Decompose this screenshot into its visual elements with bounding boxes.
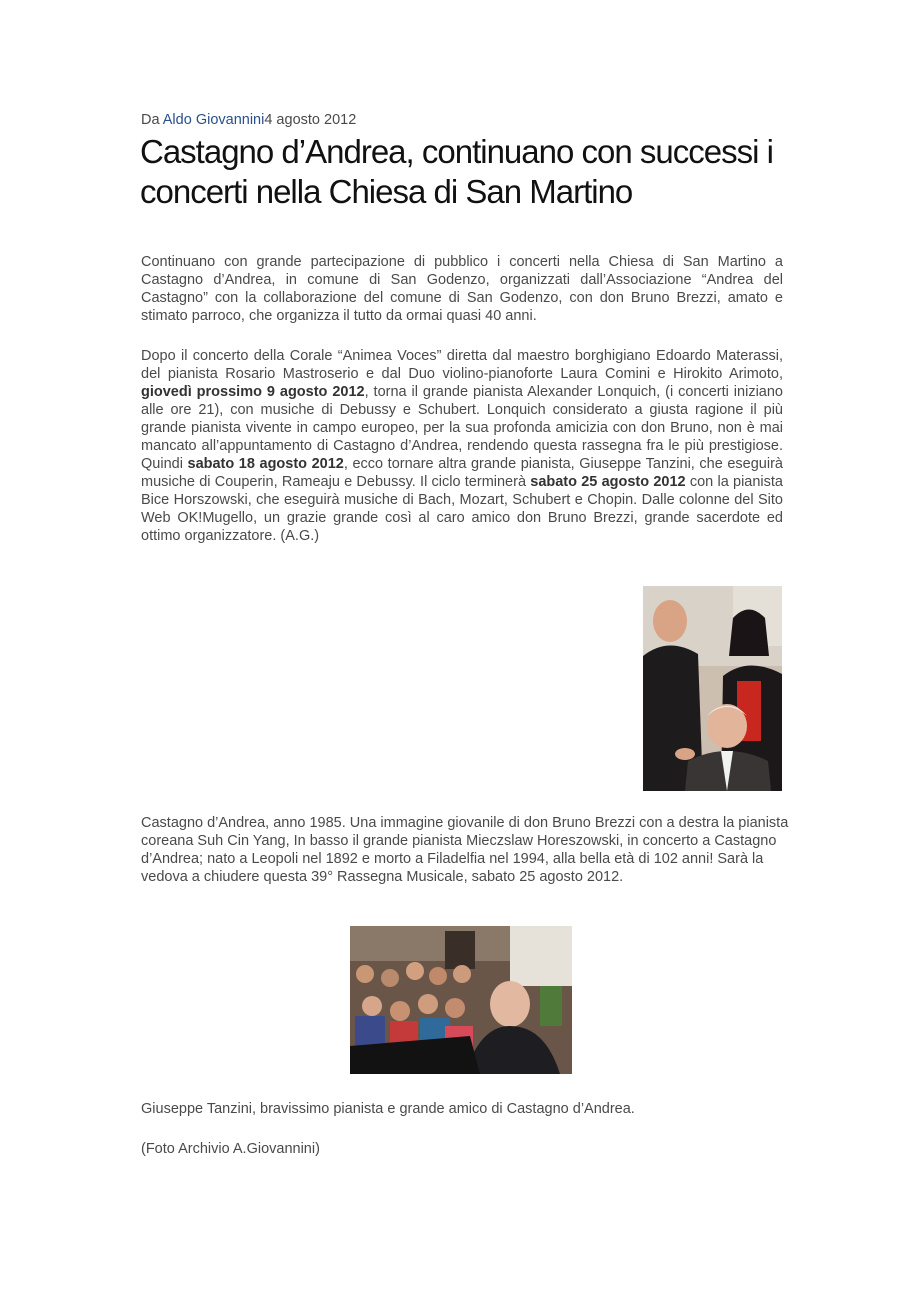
paragraph-2-text-4: con la pianista Bice Horszowski, che eseguirà musiche di Bach, Mozart, Schubert e Chopin. Dalle colonne del Sito Web OK!Mugello, un grazie grande così al caro amico don Bruno Brezzi, grande sacerdote ed ottimo organizzatore. (A.G.) [141,474,783,544]
date-highlight-2: sabato 18 agosto 2012 [187,456,344,472]
paragraph-2-text-1: Dopo il concerto della Corale “Animea Voces” diretta dal maestro borghigiano Edoardo Materassi, del pianista Rosario Mastroserio e dal Duo violino-pianoforte Laura Comini e Hirokito Arimoto, [141,348,783,382]
photo-credit: (Foto Archivio A.Giovannini) [141,1141,320,1157]
paragraph-2-text-3: , ecco tornare altra grande pianista, Giuseppe Tanzini, che eseguirà musiche di Couperin, Rameaju e Debussy. Il ciclo terminerà [141,456,783,490]
byline [141,112,356,128]
photo-concert [350,926,572,1074]
date-highlight-1: giovedì prossimo 9 agosto 2012 [141,384,365,400]
photo-portrait-group [643,586,782,791]
paragraph-2 [141,347,783,545]
article-title: Castagno d’Andrea, continuano con successi i concerti nella Chiesa di San Martino [140,133,773,210]
publish-date: 4 agosto 2012 [264,112,357,128]
byline-prefix: Da [141,112,163,128]
caption-1: Castagno d’Andrea, anno 1985. Una immagine giovanile di don Bruno Brezzi con a destra la pianista coreana Suh Cin Yang, In basso il grande pianista Mieczslaw Horeszowski, in concerto a Castagno d’Andrea; nato a Leopoli nel 1892 e morto a Filadelfia nel 1994, alla bella età di 102 anni! Sarà la vedova a chiudere questa 39° Rassegna Musicale, sabato 25 agosto 2012. [141,815,789,885]
date-highlight-3: sabato 25 agosto 2012 [530,474,686,490]
paragraph-1: Continuano con grande partecipazione di pubblico i concerti nella Chiesa di San Martino a Castagno d’Andrea, in comune di San Godenzo, organizzati dall’Associazione “Andrea del Castagno” con la collaborazione del comune di San Godenzo, con don Bruno Brezzi, amato e stimato parroco, che organizza il tutto da ormai quasi 40 anni. [141,254,783,324]
paragraph-2-text-2: , torna il grande pianista Alexander Lonquich, (i concerti iniziano alle ore 21), con musiche di Debussy e Schubert. Lonquich considerato a giusta ragione il più grande pianista vivente in campo europeo, per la sua profonda amicizia con don Bruno, non è mai mancato all’appuntamento di Castagno d’Andrea, rendendo questa rassegna fra le più prestigiose. Quindi [141,384,783,472]
author-link[interactable]: Aldo Giovannini [162,112,265,128]
caption-2: Giuseppe Tanzini, bravissimo pianista e grande amico di Castagno d’Andrea. [141,1101,635,1117]
